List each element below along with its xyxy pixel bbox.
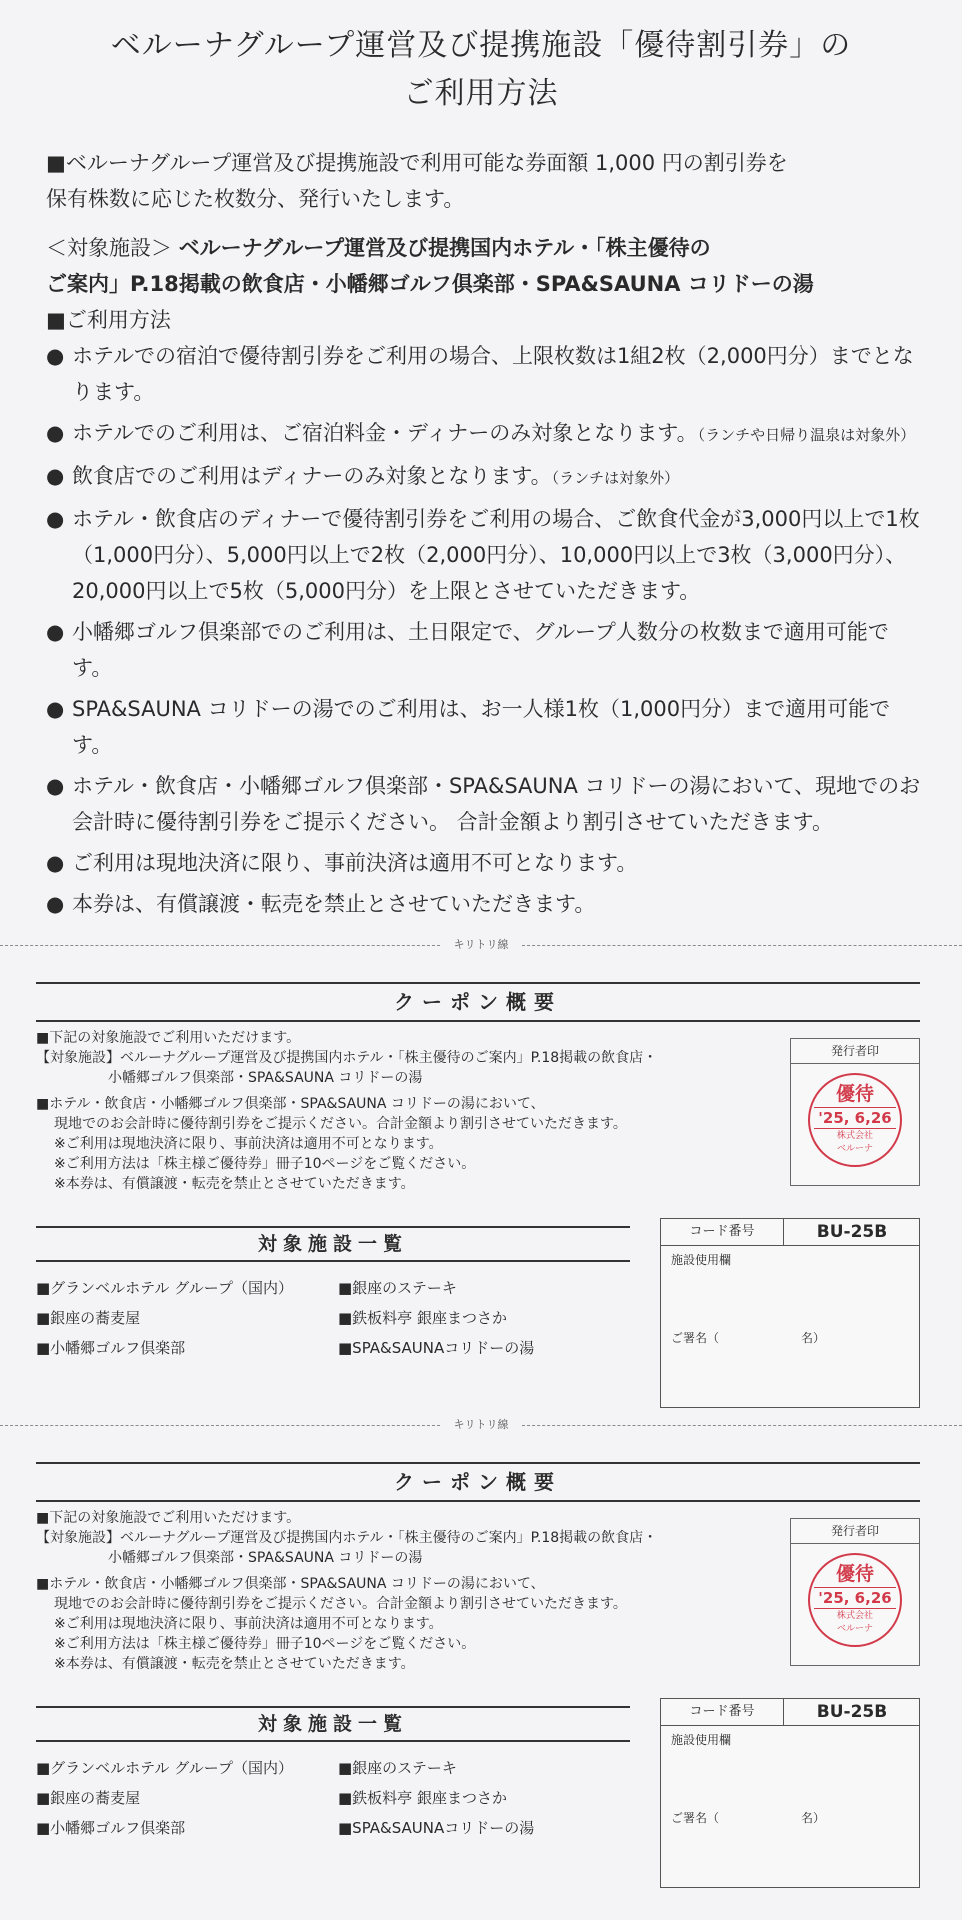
- facility-item: ■銀座のステーキ: [338, 1279, 457, 1297]
- coupon-line: 現地でのお会計時に優待割引券をご提示ください。合計金額より割引させていただきます。: [54, 1596, 627, 1612]
- facility-line2: ご案内」P.18掲載の飲食店・小幡郷ゴルフ倶楽部・SPA&SAUNA コリドーの湯: [46, 272, 814, 296]
- facility-list-title: 対象施設一覧: [36, 1226, 630, 1262]
- usage-bullet: ● ホテル・飲食店のディナーで優待割引券をご利用の場合、ご飲食代金が3,000円以上で1枚（1,000円分）、5,000円以上で2枚（2,000円分）、10,000円以上で3枚（3,000円分）、20,000円以上で5枚（5,000円分）を上限とさせていただきます。: [46, 501, 926, 609]
- issuer-seal-stamp: [808, 1073, 902, 1167]
- cut-line: [0, 938, 962, 952]
- facility-item: ■銀座の蕎麦屋: [36, 1309, 141, 1327]
- intro-text: [46, 145, 926, 217]
- usage-bullet: ● 飲食店でのご利用はディナーのみ対象となります。（ランチは対象外）: [46, 458, 926, 496]
- coupon-line: 【対象施設】ベルーナグループ運営及び提携国内ホテル・「株主優待のご案内」P.18掲載の飲食店・: [36, 1530, 658, 1546]
- coupon-title: クーポン概要: [36, 1462, 920, 1502]
- coupon-line: ■ホテル・飲食店・小幡郷ゴルフ倶楽部・SPA&SAUNA コリドーの湯において、: [36, 1096, 545, 1112]
- facility-item: ■SPA&SAUNAコリドーの湯: [338, 1339, 535, 1357]
- seal-company: 株式会社: [836, 1611, 873, 1621]
- coupon-description: [36, 1028, 766, 1194]
- coupon-line: ※ご利用は現地決済に限り、事前決済は適用不可となります。: [54, 1136, 443, 1152]
- seal-header: 発行者印: [791, 1519, 919, 1544]
- coupon-ticket: [0, 1440, 962, 1910]
- facility-item: ■小幡郷ゴルフ倶楽部: [36, 1339, 186, 1357]
- signature-field: [671, 1809, 911, 1826]
- issuer-seal-box: [790, 1038, 920, 1186]
- coupon-line: ■ホテル・飲食店・小幡郷ゴルフ倶楽部・SPA&SAUNA コリドーの湯において、: [36, 1576, 545, 1592]
- seal-company: ベルーナ: [836, 1144, 873, 1154]
- coupon-line: ※本券は、有償譲渡・転売を禁止とさせていただきます。: [54, 1656, 415, 1672]
- usage-bullet: ● ホテルでのご利用は、ご宿泊料金・ディナーのみ対象となります。（ランチや日帰り温泉は対象外）: [46, 415, 926, 453]
- coupon-line: 現地でのお会計時に優待割引券をご提示ください。合計金額より割引させていただきます。: [54, 1116, 627, 1132]
- facility-item: ■鉄板料亭 銀座まつさか: [338, 1789, 507, 1807]
- code-box: [660, 1698, 920, 1888]
- code-label: コード番号: [661, 1699, 784, 1725]
- signature-field: [671, 1329, 911, 1346]
- cut-dash-left: [0, 1425, 440, 1426]
- usage-heading: ■ご利用方法: [46, 308, 171, 332]
- coupon-line: ※本券は、有償譲渡・転売を禁止とさせていただきます。: [54, 1176, 415, 1192]
- cut-line-label: キリトリ線: [453, 938, 509, 951]
- facility-item: ■グランベルホテル グループ（国内）: [36, 1759, 293, 1777]
- facility-item: ■SPA&SAUNAコリドーの湯: [338, 1819, 535, 1837]
- code-value: BU-25B: [816, 1702, 888, 1722]
- cut-dash-left: [0, 945, 440, 946]
- usage-bullet: ● SPA&SAUNA コリドーの湯でのご利用は、お一人様1枚（1,000円分）まで適用可能です。: [46, 691, 926, 763]
- coupon-line: 【対象施設】ベルーナグループ運営及び提携国内ホテル・「株主優待のご案内」P.18掲載の飲食店・: [36, 1050, 658, 1066]
- usage-bullet: ● ホテル・飲食店・小幡郷ゴルフ倶楽部・SPA&SAUNA コリドーの湯において、現地でのお会計時に優待割引券をご提示ください。 合計金額より割引させていただきます。: [46, 768, 926, 840]
- coupon-description: [36, 1508, 766, 1674]
- signature-label: ご署名（: [671, 1331, 720, 1345]
- coupon-line: ※ご利用方法は「株主様ご優待券」冊子10ページをご覧ください。: [54, 1636, 476, 1652]
- usage-bullet-list: [46, 338, 926, 927]
- coupon-line: 小幡郷ゴルフ倶楽部・SPA&SAUNA コリドーの湯: [108, 1070, 423, 1086]
- seal-company: 株式会社: [836, 1131, 873, 1141]
- coupon-line: ※ご利用方法は「株主様ご優待券」冊子10ページをご覧ください。: [54, 1156, 476, 1172]
- seal-date: '25, 6,26: [814, 1107, 896, 1129]
- intro-line2: 保有株数に応じた枚数分、発行いたします。: [46, 187, 465, 211]
- facility-label: ＜対象施設＞: [46, 236, 172, 260]
- coupon-line: ※ご利用は現地決済に限り、事前決済は適用不可となります。: [54, 1616, 443, 1632]
- target-facility-text: [46, 230, 926, 302]
- facility-line1: ベルーナグループ運営及び提携国内ホテル・「株主優待の: [178, 236, 711, 260]
- code-row: [661, 1219, 919, 1246]
- coupon-line: 小幡郷ゴルフ倶楽部・SPA&SAUNA コリドーの湯: [108, 1550, 423, 1566]
- usage-bullet: ● 小幡郷ゴルフ倶楽部でのご利用は、土日限定で、グループ人数分の枚数まで適用可能です。: [46, 614, 926, 686]
- facility-item: ■銀座のステーキ: [338, 1759, 457, 1777]
- cut-line-label: キリトリ線: [453, 1418, 509, 1431]
- facility-item: ■鉄板料亭 銀座まつさか: [338, 1309, 507, 1327]
- seal-text: 優待: [835, 1083, 874, 1105]
- coupon-line: ■下記の対象施設でご利用いただけます。: [36, 1030, 301, 1046]
- cut-line: [0, 1418, 962, 1432]
- code-box: [660, 1218, 920, 1408]
- signature-suffix: 名）: [801, 1331, 826, 1345]
- issuer-seal-stamp: [808, 1553, 902, 1647]
- bullet-note: （ランチや日帰り温泉は対象外）: [697, 426, 916, 444]
- page-title-line1: ベルーナグループ運営及び提携施設「優待割引券」の: [110, 28, 852, 63]
- coupon-ticket: [0, 960, 962, 1430]
- cut-dash-right: [522, 1425, 962, 1426]
- code-value: BU-25B: [816, 1222, 888, 1242]
- seal-header: 発行者印: [791, 1039, 919, 1064]
- facility-list-title: 対象施設一覧: [36, 1706, 630, 1742]
- intro-line1: ■ベルーナグループ運営及び提携施設で利用可能な券面額 1,000 円の割引券を: [46, 151, 788, 175]
- code-label: コード番号: [661, 1219, 784, 1245]
- usage-bullet: ● 本券は、有償譲渡・転売を禁止とさせていただきます。: [46, 886, 926, 922]
- header: [0, 0, 962, 118]
- usage-bullet: ● ご利用は現地決済に限り、事前決済は適用不可となります。: [46, 845, 926, 881]
- coupon-line: ■下記の対象施設でご利用いただけます。: [36, 1510, 301, 1526]
- seal-date: '25, 6,26: [814, 1587, 896, 1609]
- facility-item: ■小幡郷ゴルフ倶楽部: [36, 1819, 186, 1837]
- seal-text: 優待: [835, 1563, 874, 1585]
- page-title-line2: ご利用方法: [403, 76, 559, 111]
- usage-bullet: ● ホテルでの宿泊で優待割引券をご利用の場合、上限枚数は1組2枚（2,000円分）までとなります。: [46, 338, 926, 410]
- cut-dash-right: [522, 945, 962, 946]
- facility-item: ■グランベルホテル グループ（国内）: [36, 1279, 293, 1297]
- signature-label: ご署名（: [671, 1811, 720, 1825]
- bullet-note: （ランチは対象外）: [551, 469, 680, 487]
- signature-suffix: 名）: [801, 1811, 826, 1825]
- code-row: [661, 1699, 919, 1726]
- coupon-title: クーポン概要: [36, 982, 920, 1022]
- facility-use-label: 施設使用欄: [671, 1253, 732, 1267]
- issuer-seal-box: [790, 1518, 920, 1666]
- facility-item: ■銀座の蕎麦屋: [36, 1789, 141, 1807]
- seal-company: ベルーナ: [836, 1624, 873, 1634]
- facility-use-label: 施設使用欄: [671, 1733, 732, 1747]
